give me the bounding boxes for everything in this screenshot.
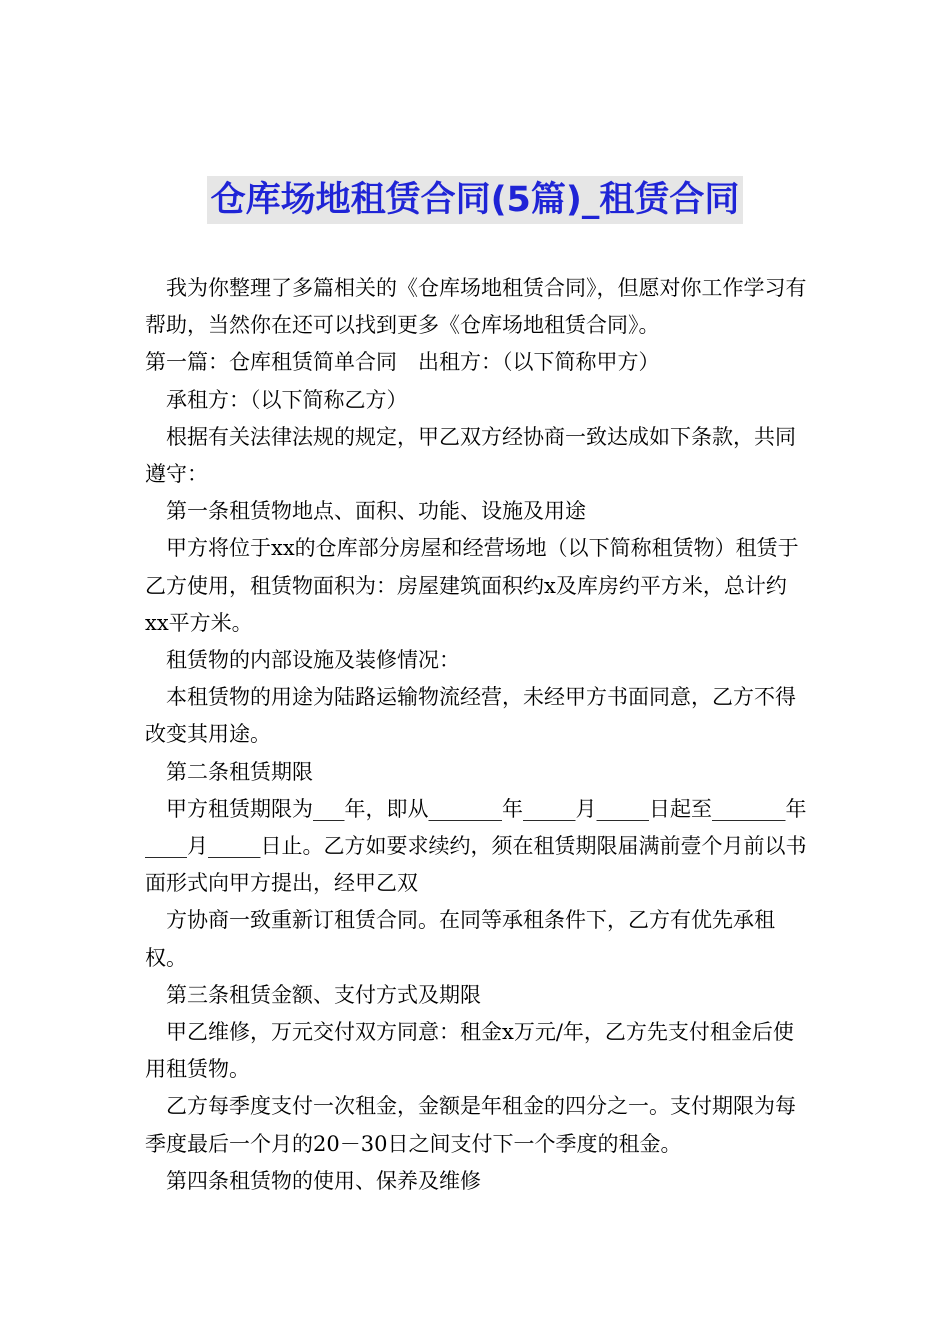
section-heading: 第四条租赁物的使用、保养及维修: [166, 1168, 481, 1193]
paragraph: 租赁物的内部设施及装修情况：: [166, 648, 460, 673]
paragraph: 乙方每季度支付一次租金，金额是年租金的四分之一。支付期限为每季度最后一个月的20－30日之间支付下一个季度的租金。: [145, 1094, 796, 1156]
paragraph: 我为你整理了多篇相关的《仓库场地租赁合同》，但愿对你工作学习有帮助，当然你在还可以找到更多《仓库场地租赁合同》。: [145, 276, 807, 338]
section-heading: 第一条租赁物地点、面积、功能、设施及用途: [166, 499, 586, 524]
paragraph: 承租方：（以下简称乙方）: [166, 387, 408, 412]
paragraph: 甲方将位于xx的仓库部分房屋和经营场地（以下简称租赁物）租赁于乙方使用，租赁物面积为：房屋建筑面积约x及库房约平方米，总计约xx平方米。: [145, 536, 799, 635]
section-heading: 第二条租赁期限: [166, 759, 313, 784]
paragraph: 本租赁物的用途为陆路运输物流经营，未经甲方书面同意，乙方不得改变其用途。: [145, 685, 796, 747]
document-body: [145, 270, 810, 1200]
paragraph: 甲乙维修，万元交付双方同意：租金x万元/年，乙方先支付租金后使用租赁物。: [145, 1020, 794, 1082]
paragraph: 甲方租赁期限为___年，即从_______年_____月_____日起至_______年____月_____日止。乙方如要求续约，须在租赁期限届满前壹个月前以书面形式向甲方提出，经甲乙双: [145, 796, 807, 896]
paragraph: 方协商一致重新订租赁合同。在同等承租条件下，乙方有优先承租权。: [145, 908, 775, 970]
document-title: 仓库场地租赁合同(5篇)_租赁合同: [207, 176, 744, 224]
title-container: [0, 176, 950, 224]
paragraph: 第一篇：仓库租赁简单合同 出租方：（以下简称甲方）: [145, 350, 660, 375]
section-heading: 第三条租赁金额、支付方式及期限: [166, 982, 481, 1007]
paragraph: 根据有关法律法规的规定，甲乙双方经协商一致达成如下条款，共同遵守：: [145, 424, 796, 487]
